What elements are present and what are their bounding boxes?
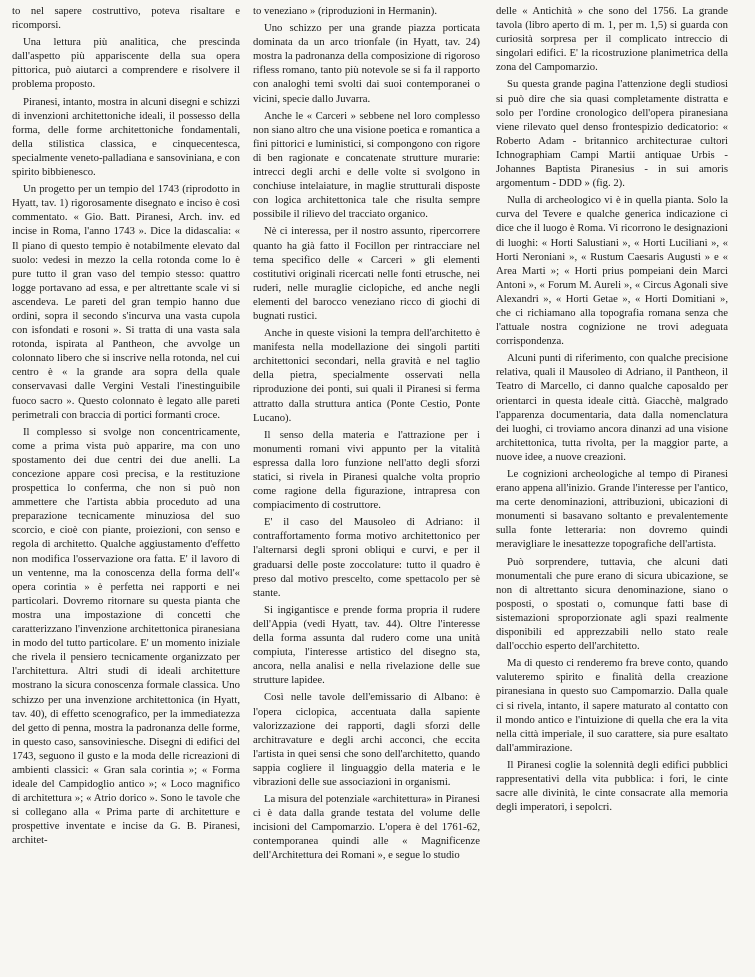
paragraph: Il Piranesi coglie la solennità degli edifici pubblici rappresentativi della vita pubblica: i fori, le cinte sacre alle divinità, le cinte consacrate alla memoria degli imperatori, i sepolcri. xyxy=(496,758,728,814)
paragraph: Nulla di archeologico vi è in quella pianta. Solo la curva del Tevere e qualche generica indicazione ci dice che il luogo è Roma. Vi ricorrono le designazioni di luoghi: « Horti Salustiani », « Horti Luciliani », « Horti Neroniani », « Rustum Caesaris Augusti » e « Area Marti »; « Horti prius pompeiani dein Marci Antoni », « Forum M. Aureli », « Circus Agonali sive Alexandri », « Horti Getae », « Horti Domitiani », che ci richiamano alla topografia romana senza che l'attuale nostra cognizione ne trovi adeguata corrispondenza. xyxy=(496,194,728,348)
paragraph: Ma di questo ci renderemo fra breve conto, quando valuteremo spirito e finalità della creazione piranesiana in questo suo Campomarzio. Dalla quale ci si rivela, intanto, il sapere maturato al contatto con il mondo antico e l'intuizione di quella che era la vita nella città imperiale, il suo carattere, sia pure esaltato dall'ammirazione. xyxy=(496,657,728,754)
paragraph: to nel sapere costruttivo, poteva risaltare e ricomporsi. xyxy=(12,5,240,32)
paragraph: Un progetto per un tempio del 1743 (riprodotto in Hyatt, tav. 1) rigorosamente disegnato e inciso è così commentato. « Gio. Batt. Piranesi, Arch. inv. ed incise in Roma, l'anno 1743 ». Dice la didascalia: « Il piano di questo tempio è notabilmente elevato dal suolo: vedesi in mezzo la cella rotonda come lo è pure tutto il gran vaso del tempio stesso: quattro logge portavano ad essa, e per altrettante scale vi si ascendeva. Le pareti del gran tempio hanno due ordini, sopra il secondo s'incurva una vasta cupola con isfondati e rosoni ». Si tratta di una vasta sala rotonda, ispirata al Pantheon, che avvolge un colonnato libero che si inscrive nella rotonda, nel cui centro è « la grande ara sopra della quale conservavasi dalle Vergini Vestali l'inestinguibile fuoco sacro ». Questo colonnato è legato alle pareti perimetrali con braccia di portici formanti croce. xyxy=(12,183,240,421)
paragraph: Alcuni punti di riferimento, con qualche precisione relativa, quali il Mausoleo di Adriano, il Pantheon, il Teatro di Marcello, ci danno qualche caposaldo per orientarci in questa ideale città. Giacchè, malgrado l'apparenza documentaria, data dalla nomenclatura dei luoghi, ci troviamo ancora dinanzi ad una visione architettonica, tutta rivolta, per la maggior parte, a nuove idee, a nuove creazioni. xyxy=(496,352,728,463)
paragraph: Il senso della materia e l'attrazione per i monumenti romani vivi appunto per la vitalità espressa dalla loro funzione nell'atto degli sforzi statici, si rivela in Piranesi qualche volta proprio come ragione della figurazione, intrapresa con compiacimento di costruttore. xyxy=(253,428,480,512)
paragraph: Anche in queste visioni la tempra dell'architetto è manifesta nella modellazione dei singoli partiti architettonici secondari, nella gravità e nel taglio della pietra, specialmente osservati nella riproduzione dei ponti, sui quali il Piranesi si ferma attratto dalla struttura antica (Ponte Cestio, Ponte Lucano). xyxy=(253,327,480,424)
paragraph: Le cognizioni archeologiche al tempo di Piranesi erano appena all'inizio. Grande l'interesse per l'antico, ma certe denominazioni, attribuzioni, ubicazioni di monumenti si basavano soltanto e prevalentemente sulla fonte letteraria: non dovremo quindi meravigliare le inesattezze topografiche dell'artista. xyxy=(496,468,728,551)
paragraph: Può sorprendere, tuttavia, che alcuni dati monumentali che pure erano di sicura ubicazione, se non di altrettanto sicura denominazione, siano o posposti, o spostati o, comunque fatti base di sistemazioni sproporzionate agli spazi realmente disponibili ed apprezzabili nello stato reale dall'occhio esperto dell'architetto. xyxy=(496,555,728,653)
text-column-middle xyxy=(253,4,480,973)
paragraph: Uno schizzo per una grande piazza porticata dominata da un arco trionfale (in Hyatt, tav. 24) mostra la padronanza della composizione di rigoroso rifless romano, tanto più notevole se si fa il rapporto con analoghi temi svolti dai suoi contemporanei o vicini, specie dallo Juvarra. xyxy=(253,22,480,105)
paragraph: Una lettura più analitica, che prescinda dall'aspetto più appariscente della sua opera pittorica, può aiutarci a comprendere e risolvere il problema proposto. xyxy=(12,36,240,91)
paragraph: Anche le « Carceri » sebbene nel loro complesso non siano altro che una visione poetica e romantica a fini pittorici e luministici, si compongono con rigore di ben ragionate e concatenate strutture murarie: intrecci degli archi e delle volte si svolgono in conchiuse intelaiature, in maglie strutturali disposte con logica architettonica tale che risulta sempre possibile il rilievo del tracciato organico. xyxy=(253,109,480,221)
paragraph: La misura del potenziale «architettura» in Piranesi ci è data dalla grande testata del volume delle incisioni del Campomarzio. L'opera è del 1761-62, contemporanea quindi alle « Magnificenze dell'Architettura dei Romani », e segue lo studio xyxy=(253,793,480,862)
text-column-left xyxy=(12,4,240,973)
paragraph: delle « Antichità » che sono del 1756. La grande tavola (libro aperto di m. 1, per m. 1,5) si guarda con curiosità sorpresa per il complicato intreccio di singolari edifici. E' la ricostruzione planimetrica della zona del Campomarzio. xyxy=(496,5,728,74)
paragraph: Piranesi, intanto, mostra in alcuni disegni e schizzi di invenzioni architettoniche ideali, il possesso della forma, delle forme architettoniche fondamentali, della stilistica classica, e cinquecentesca, specialmente veneto-palladiana e sansoviniana, e con spirito bibbienesco. xyxy=(12,95,240,179)
paragraph: Il complesso si svolge non concentricamente, come a prima vista può apparire, ma con uno spostamento dei due centri dei due anelli. La concezione appare così precisa, e la restituzione prospettica lo conferma, che non si può non ammettere che l'artista abbia proceduto ad una preparazione tecnicamente minuziosa del suo scorcio, e cioè con piante, proiezioni, con senso e regola di architetto. Qualche aggiustamento d'effetto non modifica l'osservazione ora fatta. E' il lavoro di un ventenne, ma la conoscenza della forma dell'« opera corintia » è perfetta nei rapporti e nei particolari. Dovremo ritornare su questa pianta che mostra una impostazione di concetti che caratterizzano l'invenzione architettonica piranesiana in modo del tutto particolare. E' un momento iniziale che rivela il pensiero tecnicamente organizzato per l'architettura. Altri studi di ideali architetture mostrano la sicura conoscenza formale classica. Uno schizzo per una invenzione architettonica (in Hyatt, tav. 40), di effetto scenografico, per la immediatezza del getto di penna, mostra la padronanza delle forme, in questo caso, sansoviniesche. Disegni di edifici del 1743, seguono il gusto e la moda delle ricreazioni di ambienti classici: « Gran sala corintia »; « Forma ideale del Campidoglio antico »; « Loco magnifico di architettura »; « Atrio dorico ». Sono le tavole che si collegano alla « Prima parte di architetture e prospettive inventate e incise da G. B. Piranesi, architet- xyxy=(12,425,240,847)
paragraph: Così nelle tavole dell'emissario di Albano: è l'opera ciclopica, accentuata dalla sapiente valorizzazione dei rapporti, dagli sforzi delle architravature e degli archi acconci, che eccita l'artista in quei sensi che sono dell'architetto, quando sappia cogliere il linguaggio della materia e le vibrazioni delle sue associazioni in organismi. xyxy=(253,691,480,788)
paragraph: Nè ci interessa, per il nostro assunto, ripercorrere quanto ha già fatto il Focillon per rintracciare nel tema specifico delle « Carceri » gli elementi costitutivi originali ricercati nelle fonti etrusche, nei ruderi, nelle muraglie ciclopiche, ed anche negli elementi del barocco veneziano ricco di giochi di bugnati rustici. xyxy=(253,225,480,322)
text-column-right xyxy=(496,4,728,973)
paragraph: Si ingigantisce e prende forma propria il rudere dell'Appia (vedi Hyatt, tav. 44). Oltre l'interesse della forma assunta dal rudero come una unità compiuta, l'interesse artistico del disegno sta, ancora, nella analisi e nella rivelazione delle sue strutture lapidee. xyxy=(253,603,480,687)
paragraph: Su questa grande pagina l'attenzione degli studiosi si può dire che sia quasi completamente distratta e solo per l'ordine cronologico dell'opera piranesiana viene rilevato quel denso frontespizio dedicatorio: « Roberto Adam - britannico architecturae cultori Ichnographiam Campi Martii antiquae Urbis - Johannes Baptista Piranesius - in sui amoris argomentum - DDD » (fig. 2). xyxy=(496,78,728,190)
paragraph: to veneziano » (riproduzioni in Hermanin). xyxy=(253,5,438,17)
paragraph: E' il caso del Mausoleo di Adriano: il contraffortamento forma motivo architettonico per l'alternarsi degli sproni obliqui e curvi, e per il graduarsi delle poste zoccolature: tutto il quadro è preso dal motivo prescelto, come spettacolo per sè stante. xyxy=(253,516,480,599)
